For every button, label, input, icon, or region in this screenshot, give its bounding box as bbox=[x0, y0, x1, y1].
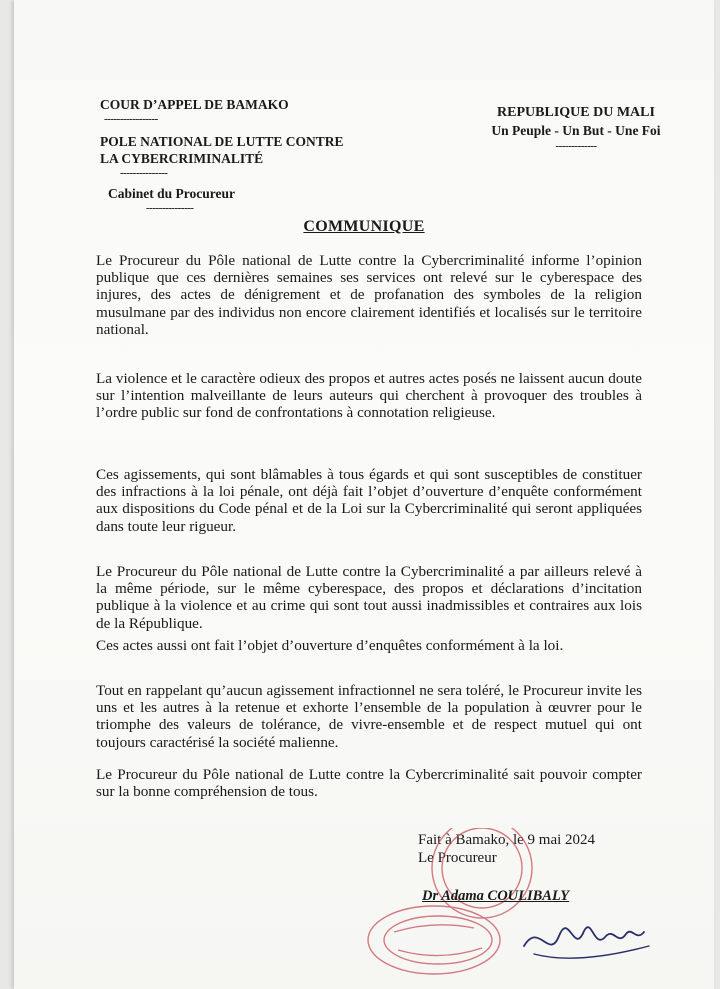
signer-role: Le Procureur bbox=[418, 850, 497, 866]
handwritten-signature bbox=[514, 906, 664, 976]
paragraph-5: Ces actes aussi ont fait l’objet d’ouverture d’enquêtes conformément à la loi. bbox=[96, 637, 564, 654]
place-date: Fait à Bamako, le 9 mai 2024 bbox=[418, 832, 596, 848]
pole-name-line2: LA CYBERCRIMINALITÉ bbox=[100, 151, 264, 166]
national-motto: Un Peuple - Un But - Une Foi bbox=[491, 123, 661, 138]
communique-document bbox=[14, 0, 714, 989]
separator: ------------- bbox=[555, 140, 597, 152]
paragraph-7: Le Procureur du Pôle national de Lutte contre la Cybercriminalité sait pouvoir compter sur la bonne compréhension de tous. bbox=[96, 766, 642, 801]
pole-name-line1: POLE NATIONAL DE LUTTE CONTRE bbox=[100, 134, 344, 149]
issuer-block bbox=[100, 96, 400, 214]
paragraph-2: La violence et le caractère odieux des propos et autres actes posés ne laissent aucun doute sur l’intention malveillante de leurs auteurs qui cherchent à provoquer des troubles à l’ordre public sur fond de confrontations à connotation religieuse. bbox=[96, 370, 642, 422]
court-name: COUR D’APPEL DE BAMAKO bbox=[100, 97, 289, 112]
separator: --------------- bbox=[146, 202, 194, 214]
republic-name: REPUBLIQUE DU MALI bbox=[497, 105, 655, 120]
cabinet-name: Cabinet du Procureur bbox=[108, 186, 236, 201]
signer-name: Dr Adama COULIBALY bbox=[422, 888, 570, 904]
paragraph-1: Le Procureur du Pôle national de Lutte contre la Cybercriminalité informe l’opinion publique que ces dernières semaines ses services ont relevé sur le cyberespace des injures, des actes de dénigrement et de profanation des symboles de la religion musulmane par des individus non encore clairement identifiés et localisés sur le territoire national. bbox=[96, 252, 642, 338]
state-block bbox=[466, 104, 686, 152]
signature-block bbox=[418, 831, 658, 867]
paragraph-6: Tout en rappelant qu’aucun agissement infractionnel ne sera toléré, le Procureur invite les uns et les autres à la retenue et exhorte l’ensemble de la population à œuvrer pour le triomphe des valeurs de tolérance, de vivre-ensemble et de respect mutuel qui ont toujours caractérisé la société malienne. bbox=[96, 682, 642, 751]
document-title: COMMUNIQUE bbox=[303, 218, 425, 235]
separator: --------------- bbox=[120, 167, 168, 179]
separator: ----------------- bbox=[104, 113, 158, 125]
paragraph-4: Le Procureur du Pôle national de Lutte contre la Cybercriminalité a par ailleurs relevé à la même période, sur le même cyberespace, des propos et déclarations d’incitation publique à la violence et au crime qui sont tout aussi inadmissibles et contraires aux lois de la République. bbox=[96, 563, 642, 632]
paragraph-3: Ces agissements, qui sont blâmables à tous égards et qui sont susceptibles de constituer des infractions à la loi pénale, ont déjà fait l’objet d’ouverture d’enquête conformément aux dispositions du Code pénal et de la Loi sur la Cybercriminalité qui seront appliquées dans toute leur rigueur. bbox=[96, 466, 642, 535]
